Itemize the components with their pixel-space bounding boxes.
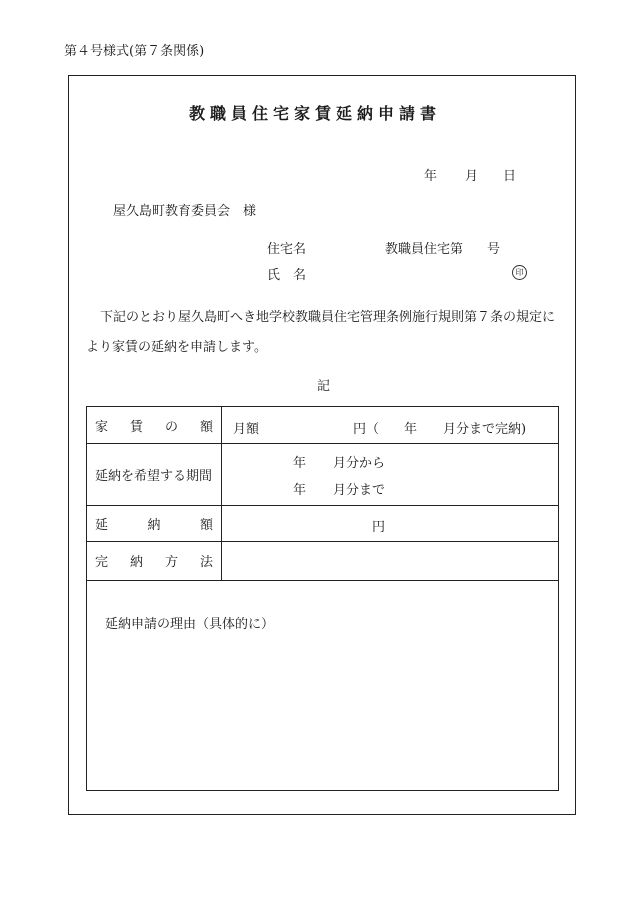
date-year-label: 年 bbox=[424, 169, 438, 184]
residence-number-suffix: 号 bbox=[487, 242, 501, 257]
paid-until-label: 月分まで完納) bbox=[443, 422, 527, 437]
date-day-label: 日 bbox=[503, 169, 517, 184]
row-divider bbox=[87, 580, 558, 581]
period-to-year: 年 bbox=[293, 483, 307, 498]
form-number-label: 第４号様式(第７条関係) bbox=[64, 44, 205, 59]
date-month-label: 月 bbox=[465, 169, 479, 184]
rent-amount-label: 家 賃 の 額 bbox=[95, 419, 213, 435]
reason-label: 延納申請の理由（具体的に） bbox=[105, 617, 275, 632]
residence-name-label: 住宅名 bbox=[267, 242, 307, 257]
monthly-label: 月額 bbox=[233, 422, 260, 437]
body-text-line-1: 下記のとおり屋久島町へき地学校教職員住宅管理条例施行規則第７条の規定に bbox=[100, 310, 556, 325]
seal-mark: 印 bbox=[512, 265, 527, 280]
deferred-amount-label: 延 納 額 bbox=[95, 517, 213, 533]
residence-number-label: 教職員住宅第 bbox=[385, 242, 464, 257]
period-from-month: 月分から bbox=[333, 456, 386, 471]
period-to-month: 月分まで bbox=[333, 483, 386, 498]
column-divider bbox=[221, 407, 222, 580]
addressee: 屋久島町教育委員会 様 bbox=[113, 204, 257, 219]
rent-yen-label: 円（ bbox=[353, 422, 380, 437]
body-text-line-2: より家賃の延納を申請します。 bbox=[86, 340, 267, 355]
form-title: 教職員住宅家賃延納申請書 bbox=[188, 104, 441, 123]
applicant-name-label: 氏 名 bbox=[267, 268, 307, 283]
application-table bbox=[86, 406, 559, 791]
ki-marker: 記 bbox=[317, 379, 331, 394]
rent-year-label: 年 bbox=[404, 422, 418, 437]
desired-period-label: 延納を希望する期間 bbox=[95, 468, 213, 484]
deferred-yen-label: 円 bbox=[372, 520, 386, 535]
payment-method-label: 完 納 方 法 bbox=[95, 555, 213, 570]
period-from-year: 年 bbox=[293, 456, 307, 471]
